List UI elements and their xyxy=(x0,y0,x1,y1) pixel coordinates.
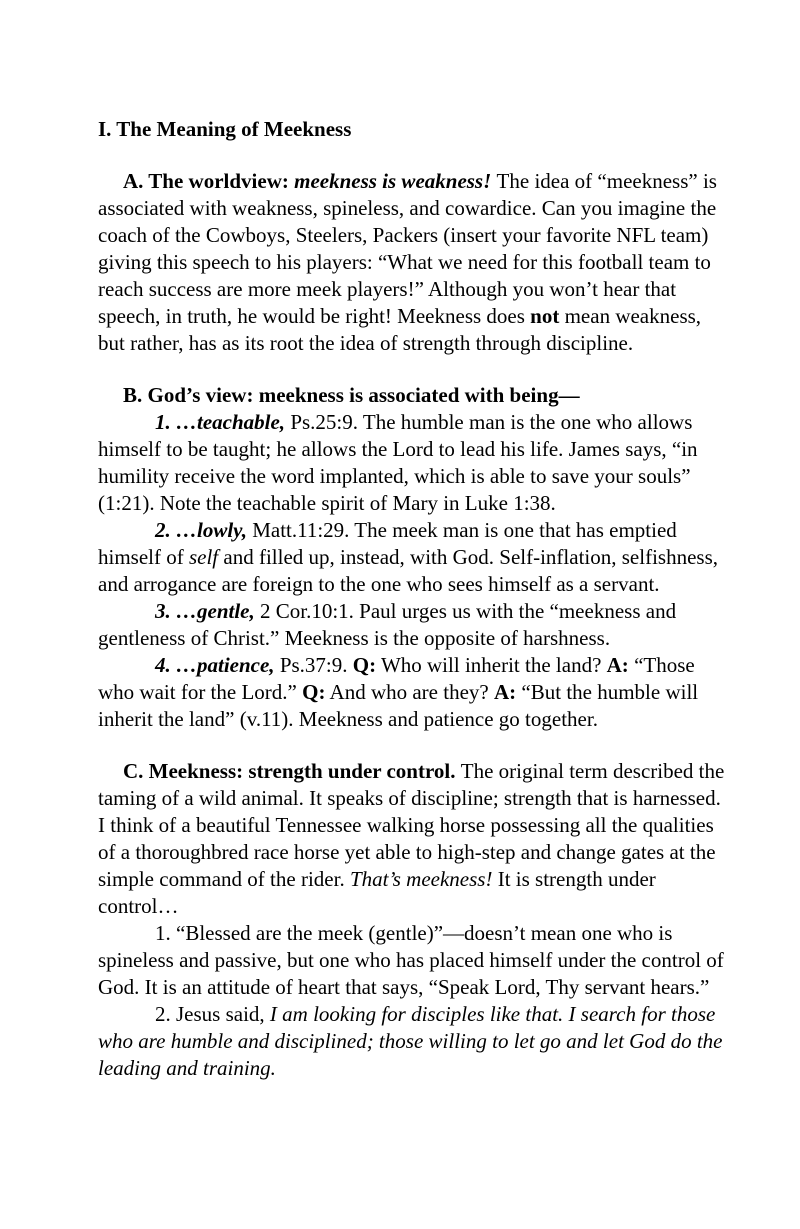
run-c-lead: C. Meekness: strength under control. xyxy=(123,759,461,783)
run-b4-q2text: And who are they? xyxy=(325,680,494,704)
run-b4-tail: “But the humble will inherit the land” (v.11). Meekness and patience go together. xyxy=(98,680,699,731)
run-c-body: The original term described the taming of a wild animal. It speaks of discipline; strength that is harnessed. I think of a beautiful Tennessee walking horse possessing all the qualities of a thoroughbred race horse yet able to high-step and change gates at the simple command of the rider. xyxy=(98,759,725,891)
run-b-heading: B. God’s view: meekness is associated with being— xyxy=(123,383,580,407)
run-b2-body2: and filled up, instead, with God. Self-inflation, selfishness, and arrogance are foreign to the one who sees himself as a servant. xyxy=(98,545,718,596)
run-b4-a1: A: xyxy=(606,653,629,677)
run-b3-body: 2 Cor.10:1. Paul urges us with the “meekness and gentleness of Christ.” Meekness is the opposite of harshness. xyxy=(98,599,677,650)
run-b4-a2: A: xyxy=(493,680,517,704)
run-c1-body: 1. “Blessed are the meek (gentle)”—doesn’t mean one who is spineless and passive, but one who has placed himself under the control of God. It is an attitude of heart that says, “Speak Lord, Thy servant hears.” xyxy=(98,921,724,999)
run-b3-lead: 3. …gentle, xyxy=(155,599,260,623)
run-b4-q1text: Who will inherit the land? xyxy=(376,653,607,677)
run-b4-lead: 4. …patience, xyxy=(155,653,280,677)
run-b2-body1: Matt.11:29. The meek man is one that has emptied himself of xyxy=(98,518,677,569)
run-a-tail: mean weakness, but rather, has as its root the idea of strength through discipline. xyxy=(98,304,702,355)
run-a-slogan: meekness is weakness! xyxy=(294,169,497,193)
run-a-lead: A. The worldview: xyxy=(123,169,295,193)
run-b4-q2: Q: xyxy=(302,680,326,704)
paragraph-a-worldview xyxy=(98,168,732,357)
paragraph-c2-jesus xyxy=(98,1001,732,1082)
paragraph-b-heading xyxy=(98,382,732,409)
paragraph-b4-patience xyxy=(98,652,732,733)
run-c-thats-meekness: That’s meekness! xyxy=(349,867,498,891)
run-a-body: The idea of “meekness” is associated with weakness, spineless, and cowardice. Can you imagine the coach of the Cowboys, Steelers, Packers (insert your favorite NFL team) giving this speech to his players: “What we need for this football team to reach success are more meek players!” Although you won’t hear that speech, in truth, he would be right! Meekness does xyxy=(98,169,717,328)
run-b2-lead: 2. …lowly, xyxy=(155,518,253,542)
section-heading-meaning-of-meekness: I. The Meaning of Meekness xyxy=(98,117,352,141)
paragraph-b2-lowly xyxy=(98,517,732,598)
run-c-tail: It is strength under control… xyxy=(98,867,656,918)
paragraph-c1-blessed xyxy=(98,920,732,1001)
run-b2-self: self xyxy=(188,545,219,569)
run-c2-lead: 2. Jesus said, xyxy=(155,1002,270,1026)
run-c2-quote: I am looking for disciples like that. I search for those who are humble and disciplined; those willing to let go and let God do the leading and training. xyxy=(98,1002,723,1080)
run-a-not: not xyxy=(530,304,560,328)
run-b4-a1text: “Those who wait for the Lord.” xyxy=(98,653,695,704)
paragraph-b1-teachable xyxy=(98,409,732,517)
run-b1-lead: 1. …teachable, xyxy=(155,410,291,434)
run-b4-q1: Q: xyxy=(352,653,377,677)
run-b1-body: Ps.25:9. The humble man is the one who allows himself to be taught; he allows the Lord to lead his life. James says, “in humility receive the word implanted, which is able to save your souls” (1:21). Note the teachable spirit of Mary in Luke 1:38. xyxy=(98,410,698,515)
paragraph-c-strength xyxy=(98,758,732,920)
paragraph-b3-gentle xyxy=(98,598,732,652)
run-b4-ref: Ps.37:9. xyxy=(279,653,353,677)
